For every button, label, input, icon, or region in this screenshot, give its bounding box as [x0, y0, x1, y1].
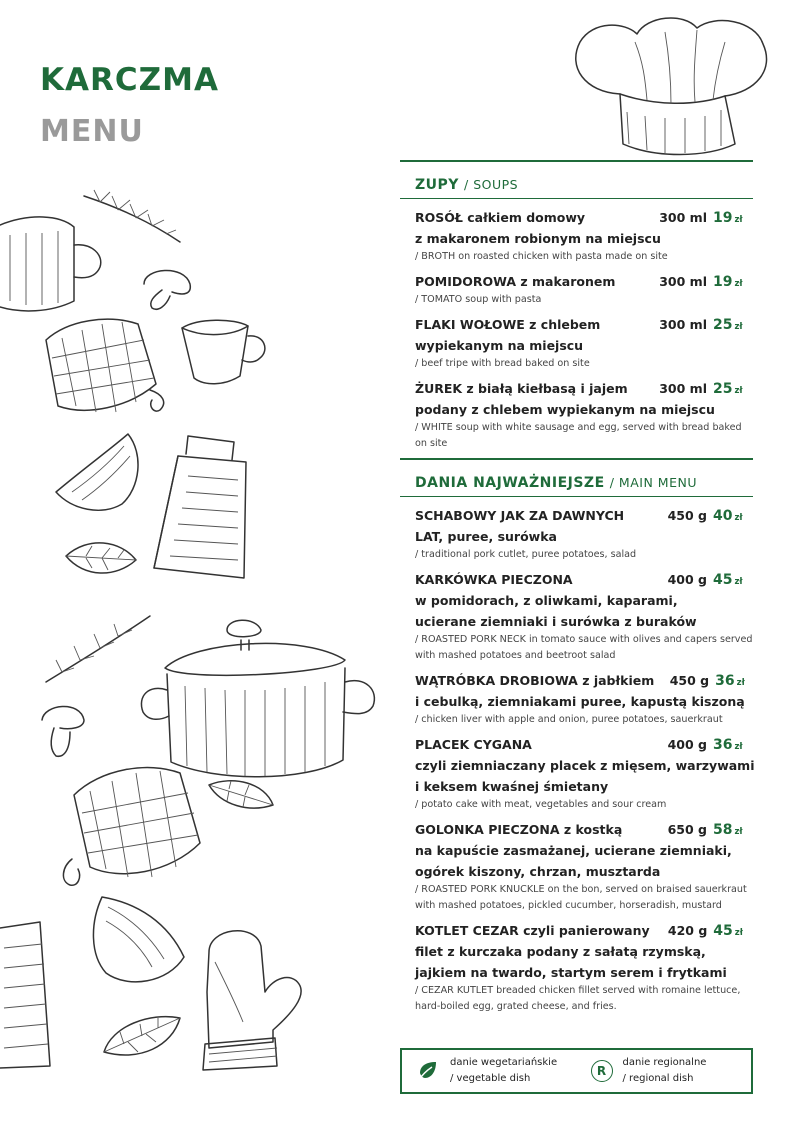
leaf-icon-2: [205, 775, 277, 813]
menu-item: [400, 271, 753, 308]
price-value: 19: [713, 210, 733, 226]
legend-sublabel: / regional dish: [622, 1073, 694, 1084]
section-title: DANIA NAJWAŻNIEJSZE: [415, 475, 605, 491]
dish-description: / BROTH on roasted chicken with pasta made on site: [415, 251, 668, 262]
oven-mitt-icon: [195, 922, 310, 1070]
dish-quantity: 300 ml: [659, 210, 707, 225]
legend-text: [450, 1055, 557, 1087]
price-currency: zł: [734, 513, 743, 523]
price-value: 36: [715, 673, 735, 689]
price-currency: zł: [734, 279, 743, 289]
dish-name-continued: ucierane ziemniaki i surówka z buraków: [415, 614, 697, 629]
price-currency: zł: [734, 742, 743, 752]
brand-title: KARCZMA: [40, 62, 219, 98]
section-header: [400, 460, 753, 496]
price-currency: zł: [736, 678, 745, 688]
dish-price: [713, 734, 753, 753]
menu-item: [400, 505, 753, 563]
dish-quantity: 650 g: [667, 822, 707, 837]
grater-icon-2: [0, 918, 60, 1070]
menu-item: [400, 378, 753, 452]
dish-name: SCHABOWY JAK ZA DAWNYCH: [415, 508, 625, 523]
dish-name-continued: i keksem kwaśnej śmietany: [415, 779, 609, 794]
legend-box: [400, 1048, 753, 1094]
dish-price: [713, 819, 753, 838]
dish-name-continued: jajkiem na twardo, startym serem i frytkami: [415, 965, 727, 980]
menu-item: [400, 819, 753, 914]
menu-item: [400, 314, 753, 372]
legend-label: danie regionalne: [622, 1057, 707, 1068]
dish-name-continued: czyli ziemniaczany placek z mięsem, warzywami: [415, 758, 755, 773]
dish-quantity: 420 g: [667, 923, 708, 938]
price-currency: zł: [734, 928, 743, 938]
section-header: [400, 162, 753, 198]
dish-name: KOTLET CEZAR czyli panierowany: [415, 923, 650, 938]
legend-text: [623, 1055, 707, 1087]
price-value: 45: [713, 572, 733, 588]
dish-name: FLAKI WOŁOWE z chlebem: [415, 317, 601, 332]
grater-icon: [148, 432, 260, 584]
dish-name-continued: ogórek kiszony, chrzan, musztarda: [415, 864, 661, 879]
dish-name: KARKÓWKA PIECZONA: [415, 572, 573, 587]
price-value: 40: [713, 508, 733, 524]
dish-description: / chicken liver with apple and onion, puree potatoes, sauerkraut: [415, 714, 723, 725]
dish-description: / traditional pork cutlet, puree potatoes, salad: [415, 549, 637, 560]
dish-price: [713, 505, 753, 524]
regional-r-icon: R: [591, 1060, 613, 1082]
dish-description: / potato cake with meat, vegetables and sour cream: [415, 799, 667, 810]
price-value: 36: [713, 737, 733, 753]
price-value: 58: [713, 822, 733, 838]
leaf-icon-3: [100, 1012, 185, 1060]
dish-quantity: 300 ml: [659, 381, 707, 396]
menu-item: [400, 569, 753, 664]
dish-name: WĄTRÓBKA DROBIOWA z jabłkiem: [415, 673, 655, 688]
dish-name-continued: na kapuście zasmażanej, ucierane ziemniaki,: [415, 843, 732, 858]
dish-name-continued: LAT, puree, surówka: [415, 529, 557, 544]
price-currency: zł: [734, 386, 743, 396]
dish-name-continued: podany z chlebem wypiekanym na miejscu: [415, 402, 715, 417]
legend-label: danie wegetariańskie: [450, 1057, 558, 1068]
price-currency: zł: [734, 322, 743, 332]
mushroom-icon: [140, 262, 195, 314]
menu-item: [400, 734, 753, 813]
dish-quantity: 400 g: [667, 572, 707, 587]
pot-icon-2: [135, 612, 380, 782]
dish-name: PLACEK CYGANA: [415, 737, 532, 752]
dish-name: ŻUREK z białą kiełbasą i jajem: [415, 381, 628, 396]
chef-hat-icon: [565, 12, 780, 160]
dish-name-continued: filet z kurczaka podany z sałatą rzymską,: [415, 944, 706, 959]
section-underline: [400, 496, 753, 497]
dish-price: [713, 271, 753, 290]
section-main-menu: [400, 458, 753, 1015]
dish-price: [715, 670, 753, 689]
potholder-icon-2: [60, 755, 215, 895]
mushroom-icon-2: [40, 700, 88, 760]
menu-item: [400, 920, 753, 1015]
section-soups: [400, 160, 753, 452]
section-title: ZUPY: [415, 177, 459, 193]
rosemary-icon: [80, 188, 185, 246]
dish-description: / beef tripe with bread baked on site: [415, 358, 590, 369]
dish-name-continued: z makaronem robionym na miejscu: [415, 231, 661, 246]
section-subtitle: / MAIN MENU: [609, 475, 697, 490]
pot-icon: [0, 205, 110, 315]
price-value: 45: [713, 923, 733, 939]
dish-quantity: 450 g: [667, 508, 707, 523]
legend-vegetarian: [402, 1050, 577, 1092]
potholder-icon: [38, 310, 173, 425]
dish-price: [713, 378, 753, 397]
dish-name-continued: i cebulką, ziemniakami puree, kapustą kiszoną: [415, 694, 745, 709]
dish-quantity: 450 g: [669, 673, 710, 688]
section-underline: [400, 198, 753, 199]
price-value: 25: [713, 317, 733, 333]
leaf-icon: [62, 536, 140, 580]
dish-price: [713, 569, 753, 588]
dish-price: [713, 314, 753, 333]
dish-description: / WHITE soup with white sausage and egg, served with bread baked on site: [415, 422, 742, 449]
price-currency: zł: [734, 215, 743, 225]
dish-description: / CEZAR KUTLET breaded chicken fillet served with romaine lettuce, hard-boiled egg, grated cheese, and fries.: [415, 985, 741, 1012]
price-value: 19: [713, 274, 733, 290]
section-subtitle: / SOUPS: [464, 177, 519, 192]
dish-name-continued: w pomidorach, z oliwkami, kaparami,: [415, 593, 678, 608]
price-currency: zł: [734, 577, 743, 587]
price-currency: zł: [734, 827, 743, 837]
dish-quantity: 300 ml: [659, 274, 707, 289]
price-value: 25: [713, 381, 733, 397]
cup-icon: [178, 318, 270, 388]
dish-name-continued: wypiekanym na miejscu: [415, 338, 584, 353]
pumpkin-icon: [52, 430, 144, 512]
dish-description: / TOMATO soup with pasta: [415, 294, 542, 305]
pumpkin-icon-2: [88, 893, 190, 991]
dish-name: POMIDOROWA z makaronem: [415, 274, 616, 289]
dish-price: [713, 920, 753, 939]
dish-quantity: 400 g: [667, 737, 707, 752]
dish-name: GOLONKA PIECZONA z kostką: [415, 822, 623, 837]
menu-item: [400, 207, 753, 265]
dish-description: / ROASTED PORK KNUCKLE on the bon, served on braised sauerkraut with mashed potatoes, pickled cucumber, horseradish, mustard: [415, 884, 747, 911]
rosemary-icon-2: [42, 612, 154, 687]
dish-description: / ROASTED PORK NECK in tomato sauce with olives and capers served with mashed potatoes and beetroot salad: [415, 634, 753, 661]
dish-name: ROSÓŁ całkiem domowy: [415, 210, 586, 225]
leaf-icon: [416, 1059, 440, 1083]
legend-regional: [577, 1050, 752, 1092]
dish-price: [713, 207, 753, 226]
menu-item: [400, 670, 753, 728]
dish-quantity: 300 ml: [659, 317, 707, 332]
menu-subtitle: MENU: [40, 114, 144, 149]
menu-column: [400, 160, 753, 1021]
legend-sublabel: / vegetable dish: [450, 1073, 531, 1084]
